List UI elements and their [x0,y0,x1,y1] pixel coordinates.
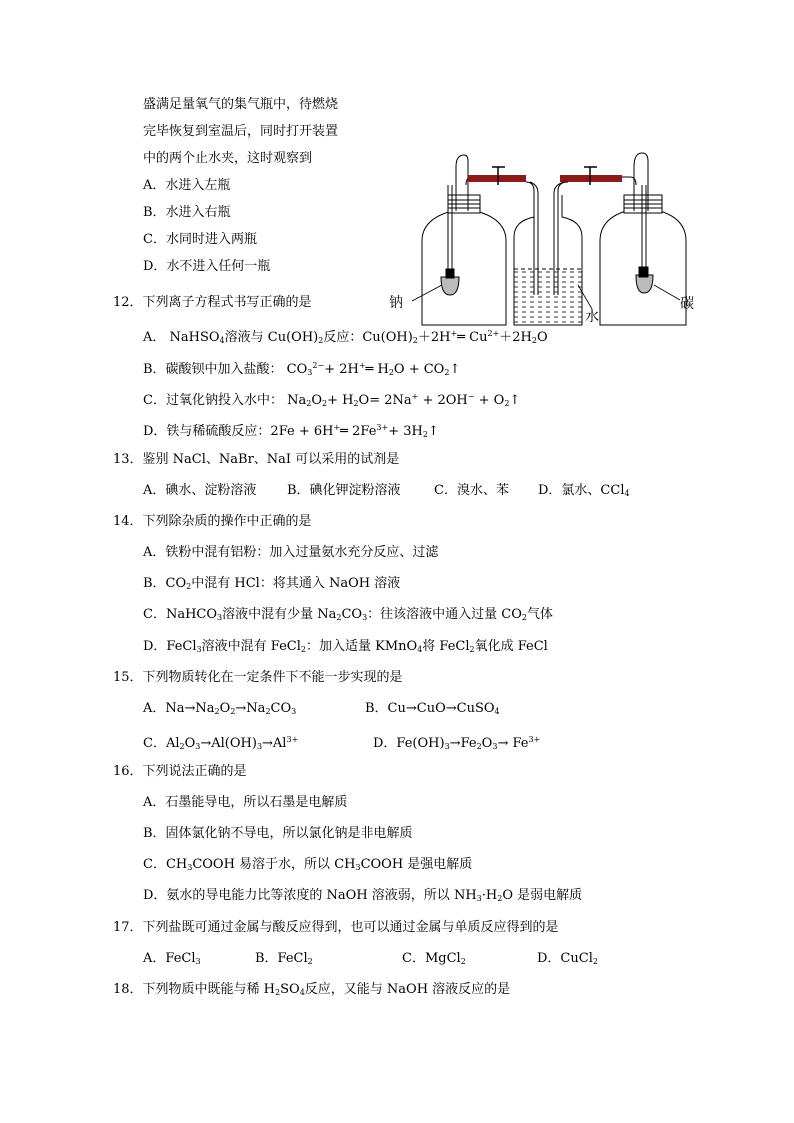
q13-option-c: C．溴水、苯 [434,483,509,498]
middle-bottle [514,182,582,325]
q13-option-d: D．氯水、CCl$_4$ [538,483,630,498]
q14-option-b: B．$CO_2$中混有 HCl：将其通入 NaOH 溶液 [143,576,401,591]
label-sodium: 钠 [389,295,403,311]
q12-option-c: C．过氧化钠投入水中： $Na_2O_2+ H_2O= 2Na^+ + 2OH^-$ + $O_2↑$ [143,392,521,408]
q16-option-a: A．石墨能导电，所以石墨是电解质 [143,795,348,810]
label-carbon: 碳 [680,296,694,312]
q11-option-d: D．水不进入任何一瓶 [143,259,271,274]
q15-option-d: D．$Fe(OH)_3\to Fe_2O_3\to Fe^{3+}$ [373,735,541,751]
q14-option-a: A．铁粉中混有铝粉：加入过量氨水充分反应、过滤 [143,545,439,560]
apparatus-figure [410,145,690,330]
q11-stem-line2: 完毕恢复到室温后，同时打开装置 [143,124,339,139]
q14-option-c: C．NaHCO$_3$溶液中混有少量 $Na_2CO_3$：往该溶液中通入过量 $CO_2$气体 [143,607,554,622]
q15-option-a: A．$Na\to Na_2O_2\to Na_2CO_3$ [143,701,297,716]
q17-option-d: D．CuCl$_2$ [537,951,598,966]
q15-option-b: B．Cu→CuO→CuSO$_4$ [365,701,500,716]
q15-option-c: C．$Al_2O_3\to Al(OH)_3\to Al^{3+}$ [143,735,299,751]
q11-option-b: B．水进入右瓶 [143,205,231,220]
q13-stem: 13．鉴别 NaCl、NaBr、NaI 可以采用的试剂是 [113,452,400,467]
q12-option-d: D．铁与稀硫酸反应：2Fe + 6H+═ $2Fe^{3+}+$ $3H_2↑$ [143,423,439,439]
q11-option-c: C．水同时进入两瓶 [143,232,257,247]
q12-option-b: B．碳酸钡中加入盐酸： $CO_3^{2-}+$ 2H+═ $H_2O$ + $CO_2↑$ [143,361,461,377]
q13-option-a: A．碘水、淀粉溶液 [143,483,257,498]
q16-stem: 16．下列说法正确的是 [113,764,247,779]
q18-stem: 18．下列物质中既能与稀 $H_2SO_4$反应，又能与 NaOH 溶液反应的是 [113,982,511,997]
q12-option-a: A． NaHSO$_4$溶液与 $Cu(OH)_2$反应：$Cu(OH)_2+2H^+═$ $Cu^{2+}+2H_2O$ [143,329,548,345]
q14-option-d: D．FeCl$_3$溶液中混有 FeCl$_2$：加入适量 KMnO$_4$将 FeCl$_2$氧化成 FeCl [143,639,548,654]
q11-option-a: A．水进入左瓶 [143,178,231,193]
right-rubber-tube [560,175,622,182]
q11-stem-line3: 中的两个止水夹，这时观察到 [143,151,313,166]
left-rubber-tube [468,175,526,182]
q17-option-a: A．FeCl$_3$ [143,951,201,966]
q17-option-b: B．FeCl$_2$ [255,951,313,966]
q11-stem-line1: 盛满足量氧气的集气瓶中，待燃烧 [143,97,339,112]
q17-stem: 17．下列盐既可通过金属与酸反应得到，也可以通过金属与单质反应得到的是 [113,920,559,935]
q14-stem: 14．下列除杂质的操作中正确的是 [113,514,312,529]
q13-option-b: B．碘化钾淀粉溶液 [287,483,401,498]
q16-option-b: B．固体氯化钠不导电，所以氯化钠是非电解质 [143,826,413,841]
q17-option-c: C．MgCl$_2$ [402,951,466,966]
q15-stem: 15．下列物质转化在一定条件下不能一步实现的是 [113,670,403,685]
q12-stem: 12．下列离子方程式书写正确的是 [113,295,312,310]
label-water: 水 [585,309,599,325]
q16-option-d: D．氨水的导电能力比等浓度的 NaOH 溶液弱，所以 $NH_3\cdot H_2O$ 是弱电解质 [143,888,583,903]
q16-option-c: C．$CH_3COOH$ 易溶于水，所以 $CH_3COOH$ 是强电解质 [143,857,473,872]
